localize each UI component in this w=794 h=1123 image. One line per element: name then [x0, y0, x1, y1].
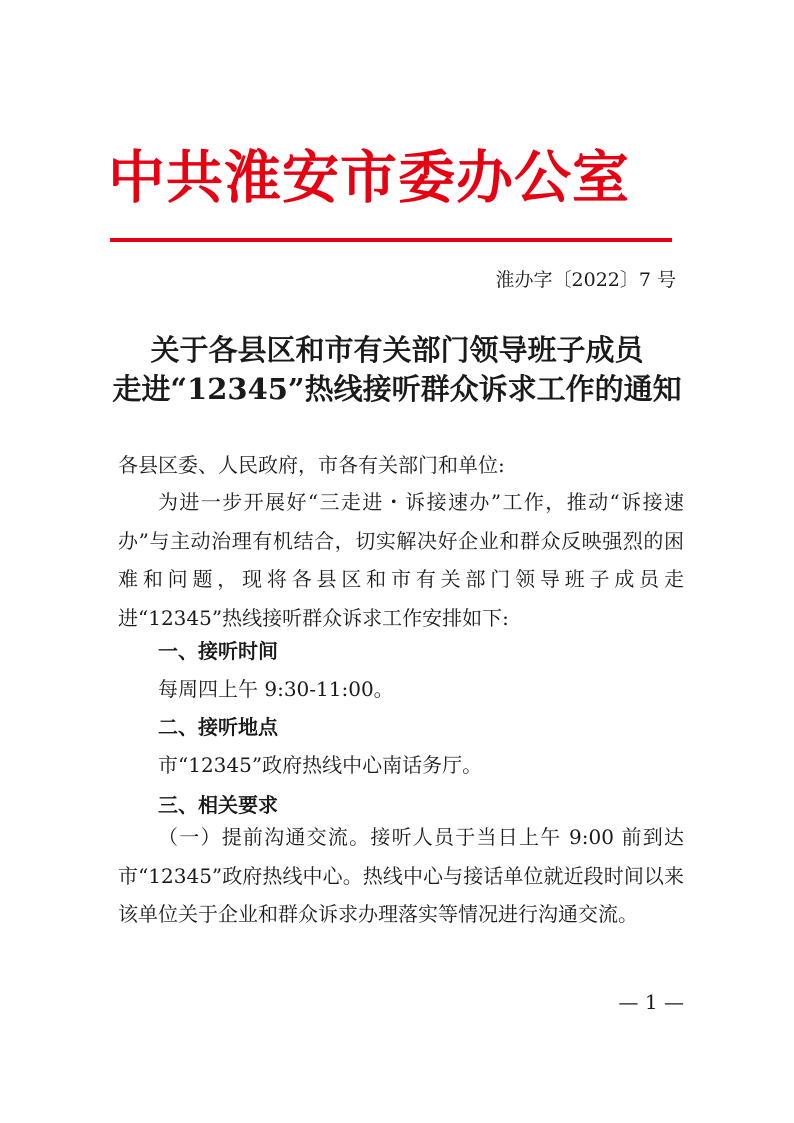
- section-heading-location: 二、接听地点: [158, 715, 278, 739]
- document-title-line-2: 走进“12345”热线接听群众诉求工作的通知: [112, 372, 682, 406]
- section-heading-requirements: 三、相关要求: [158, 793, 278, 817]
- section-content-time: 每周四上午 9:30-11:00。: [158, 677, 394, 701]
- page-number: — 1 —: [618, 990, 684, 1014]
- section-content-requirements: （一）提前沟通交流。接听人员于当日上午 9:00 前到达市“12345”政府热线中心。热线中心与接话单位就近段时间以来该单位关于企业和群众诉求办理落实等情况进行沟通交流。: [118, 825, 684, 926]
- letterhead-title: 中共淮安市委办公室: [108, 145, 630, 211]
- document-title-line-1: 关于各县区和市有关部门领导班子成员: [150, 333, 644, 367]
- document-number: 淮办字〔2022〕7 号: [495, 269, 676, 291]
- salutation: 各县区委、人民政府，市各有关部门和单位:: [118, 453, 505, 477]
- letterhead-red-rule: [110, 238, 672, 242]
- intro-paragraph: 为进一步开展好“三走进・诉接速办”工作，推动“诉接速办”与主动治理有机结合，切实解决好企业和群众反映强烈的困难和问题，现将各县区和市有关部门领导班子成员走进“12345”热线接听群众诉求工作安排如下:: [118, 490, 684, 630]
- section-content-location: 市“12345”政府热线中心南话务厅。: [158, 753, 483, 777]
- section-heading-time: 一、接听时间: [158, 639, 278, 663]
